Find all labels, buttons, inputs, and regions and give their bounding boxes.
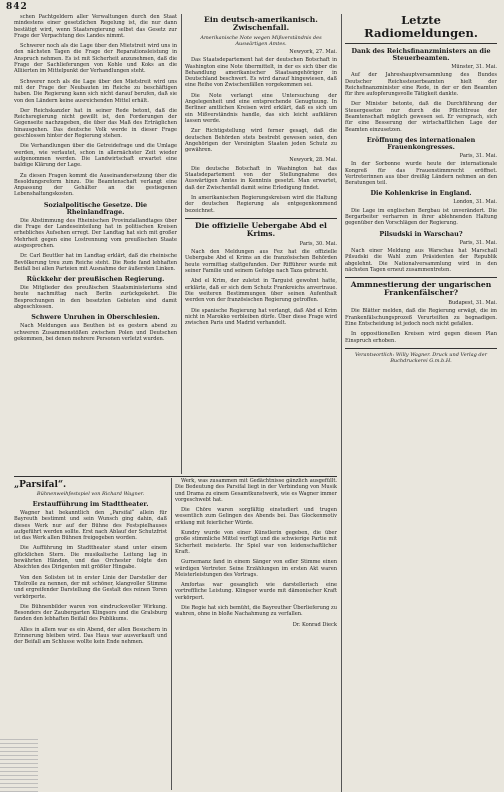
- divider: [185, 218, 337, 219]
- paragraph: In der Sorbonne wurde heute der internationale Kongreß für das Frauenstimmrecht eröffnet. Vertreterinnen aus über dreißig Ländern nehmen an den Beratungen teil.: [345, 161, 497, 187]
- author-signature: Dr. Konrad Dieck: [292, 621, 337, 628]
- paragraph: Die Chöre waren sorgfältig einstudiert und trugen wesentlich zum Gelingen des Abends bei. Das Glockenmotiv erklang mit feierlicher Würde.: [175, 507, 337, 526]
- paragraph: Der Minister betonte, daß die Durchführung der Steuergesetze nur durch die Pflichttreue der Beamtenschaft möglich gewesen sei. Er versprach, sich für eine Besserung der wirtschaftlichen Lage der Beamten einzusetzen.: [345, 101, 497, 133]
- article-title: Ammnestierung der ungarischen Frankenfälscher?: [350, 280, 492, 298]
- article-title: Ein deutsch-amerikanisch. Zwischenfall.: [204, 15, 318, 32]
- divider: [345, 277, 497, 278]
- paragraph: schen Pachtgeldern aller Verwaltungen durch den Staat mindestens einer gesetzlichen Regelung ist, die nur dann bestätigt wird, wenn Staatsregierung selbst das Gesetz zur Frage der Verpachtung des Landes nimmt.: [14, 14, 177, 39]
- scan-texture: [0, 736, 38, 792]
- paragraph: Die Verhandlungen über die Getreidefrage und die Umlage werden, wie verlautet, schon in allernächster Zeit wieder aufgenommen werden. Die Landwirtschaft erwartet eine baldige Klärung der Lage.: [14, 143, 177, 169]
- paragraph: Auf der Jahreshauptversammlung des Bundes Deutscher Reichssteuerbeamten hielt der Reichsfinanzminister eine Rede, in der er den Beamten für ihre aufopferungsvolle Tätigkeit dankte.: [345, 72, 497, 98]
- feuilleton-title: „Parsifal“.: [14, 480, 67, 490]
- paragraph: Schwerer noch als die Lage über den Mietstreit wird uns in den nächsten Tagen die Frage der Reparationsleistung in Anspruch nehmen. Es ist mit Sicherheit anzunehmen, daß die Frage der Sachlieferungen von Kohle und Koks an die Alliierten im Mittelpunkt der Verhandlungen steht.: [14, 43, 177, 75]
- dateline: Münster, 31. Mai.: [451, 64, 497, 70]
- paragraph: Die deutsche Botschaft in Washington hat das Staatsdepartement von der Stellungnahme des Auswärtigen Amtes in Kenntnis gesetzt. Man erwartet, daß der Zwischenfall damit seine Erledigung findet.: [185, 165, 337, 191]
- paragraph: Abd el Krim, der zuletzt in Targuist gewohnt hatte, erklärte, daß er sich dem Schutz Frankreichs anvertraue. Die weiteren Bestimmungen über seinen Aufenthalt werden von der französischen Regierung getroffen.: [185, 278, 337, 304]
- divider: [345, 348, 497, 349]
- dateline: Newyork, 27. Mai.: [289, 49, 337, 55]
- paragraph: Amfortas war gesanglich wie darstellerisch eine vortreffliche Leistung. Klingsor wurde mit dämonischer Kraft verkörpert.: [175, 582, 337, 601]
- feuilleton-subtitle: Bühnenweihfestspiel von Richard Wagner.: [36, 491, 145, 497]
- paragraph: Zu diesen Fragen kommt die Auseinandersetzung über die Besoldungsreform hinzu. Die Beamtenschaft verlangt eine Anpassung der Gehälter an die gestiegenen Lebenshaltungskosten.: [14, 172, 177, 198]
- article-subtitle: Amerikanische Note wegen Mißverständnis des Auswärtigen Amtes.: [200, 35, 322, 47]
- article-heading: Dank des Reichsfinanzministers an die Steuerbeamten.: [351, 47, 491, 62]
- paragraph: Zur Richtigstellung wird ferner gesagt, daß die deutschen Behörden stets bestrebt gewesen seien, den Angehörigen der Vereinigten Staaten jeden Schutz zu gewähren.: [185, 128, 337, 154]
- column-divider: [341, 14, 342, 792]
- paragraph: Dr. Carl Beuttler hat im Landtag erklärt, daß die rheinische Bevölkerung treu zum Reiche steht. Die Rede fand lebhaften Beifall bei allen Parteien mit Ausnahme der äußersten Linken.: [14, 253, 177, 272]
- paragraph: Die Note verlangt eine Untersuchung der Angelegenheit und eine entsprechende Genugtuung. In Berliner amtlichen Kreisen wird erklärt, daß es sich um ein Mißverständnis handle, das sich leicht aufklären lassen werde.: [185, 92, 337, 124]
- imprint: Verantwortlich: Willy Wagner. Druck und Verlag der Buchdruckerei G.m.b.H.: [355, 351, 487, 364]
- paragraph: Von den Solisten ist in erster Linie der Darsteller der Titelrolle zu nennen, der mit schöner, klangvoller Stimme und ergreifender Darstellung die Gestalt des reinen Toren verkörperte.: [14, 574, 167, 600]
- paragraph: Die Aufführung im Stadttheater stand unter einem glücklichen Stern. Die musikalische Leitung lag in bewährten Händen, und das Orchester folgte den Absichten des Dirigenten mit größter Hingabe.: [14, 545, 167, 571]
- paragraph: Nach den Meldungen aus Fez hat die offizielle Uebergabe Abd el Krims an die französischen Behörden heute vormittag stattgefunden. Der Rifführer wurde mit seiner Familie und seinem Gefolge nach Taza gebracht.: [185, 249, 337, 275]
- paragraph: Die Regie hat sich bemüht, die Bayreuther Überlieferung zu wahren, ohne in bloße Nachahmung zu verfallen.: [175, 605, 337, 618]
- divider: [345, 43, 497, 44]
- paragraph: Die spanische Regierung hat verlangt, daß Abd el Krim nicht in Marokko verbleiben dürfe. Über diese Frage wird zwischen Paris und Madrid verhandelt.: [185, 307, 337, 327]
- paragraph: Das Staatsdepartement hat der deutschen Botschaft in Washington eine Note übermittelt, in der es sich über die Behandlung amerikanischer Staatsangehöriger in Deutschland beschwert. Es wird darauf hingewiesen, daß eine Reihe von Zwischenfällen vorgekommen sei.: [185, 57, 337, 89]
- paragraph: Die Abstimmung des Rheinischen Provinziallandtages über die Frage der Landeseinteilung hat in politischen Kreisen erhebliches Aufsehen erregt. Der Landtag hat sich mit großer Mehrheit gegen eine Lostrennung vom preußischen Staate ausgesprochen.: [14, 217, 177, 249]
- article-heading: Pilsudski in Warschau?: [379, 229, 463, 238]
- column-divider: [181, 14, 182, 474]
- section-title: Letzte Radiomeldungen.: [364, 14, 478, 40]
- paragraph: Kundry wurde von einer Künstlerin gegeben, die über große stimmliche Mittel verfügt und die schwierige Partie mit Sicherheit meisterte. Ihr Spiel war von leidenschaftlicher Kraft.: [175, 530, 337, 555]
- paragraph: Gurnemanz fand in einem Sänger von edler Stimme einen würdigen Vertreter. Seine Erzählungen im ersten Akt waren Meisterleistungen des Vortrags.: [175, 559, 337, 578]
- paragraph: In oppositionellen Kreisen wird gegen diesen Plan Einspruch erhoben.: [345, 331, 497, 344]
- paragraph: Werk, was zusammen mit Gedächtnisse gänzlich ausgefüllt. Die Bedeutung des Parsifal liegt in der Verbindung von Musik und Drama zu einem Gesamtkunstwerk, wie es Wagner immer vorgeschwebt hat.: [175, 478, 337, 503]
- article-heading: Rückkehr der preußischen Regierung.: [26, 275, 165, 284]
- paragraph: Wagner hat bekanntlich den „Parsifal“ allein für Bayreuth bestimmt und sein Wunsch ging dahin, daß dieses Werk nur auf der Bühne des Festspielhauses aufgeführt werden sollte. Erst nach Ablauf der Schutzfrist ist das Werk allen Bühnen freigegeben worden.: [14, 510, 167, 542]
- article-heading: Schwere Unruhen in Oberschlesien.: [31, 313, 160, 322]
- dateline: Paris, 30. Mai.: [299, 240, 337, 247]
- dateline: London, 31. Mai.: [453, 199, 497, 206]
- paragraph: Der Reichskanzler hat in seiner Rede betont, daß die Reichsregierung nicht gewillt ist, den Forderungen der Gegenseite nachzugeben, die über das Maß des Erträglichen hinausgehen. Das deutsche Volk werde in dieser Frage geschlossen hinter der Regierung stehen.: [14, 107, 177, 140]
- paragraph: Nach einer Meldung aus Warschau hat Marschall Pilsudski die Wahl zum Präsidenten der Republik abgelehnt. Die Nationalversammlung wird in den nächsten Tagen erneut zusammentreten.: [345, 247, 497, 273]
- article-heading: Erstaufführung im Stadttheater.: [32, 500, 149, 508]
- feuilleton-divider: [14, 476, 337, 477]
- feuilleton-column-2: [175, 478, 337, 790]
- paragraph: Die Mitglieder des preußischen Staatsministeriums sind heute nachmittag nach Berlin zurückgekehrt. Die Besprechungen in den besetzten Gebieten sind damit abgeschlossen.: [14, 285, 177, 310]
- paragraph: Nach Meldungen aus Beuthen ist es gestern abend zu schweren Zusammenstößen zwischen Polen und Deutschen gekommen, bei denen mehrere Personen verletzt wurden.: [14, 323, 177, 342]
- article-heading: Sozialpolitische Gesetze. Die Rheinlandfrage.: [43, 200, 148, 216]
- article-heading: Eröffnung des internationalen Frauenkongresses.: [366, 135, 476, 151]
- article-heading: Die Kohlenkrise in England.: [370, 189, 472, 198]
- dateline: Paris, 31. Mai.: [459, 239, 497, 246]
- paragraph: Schwerer noch als die Lage über den Mietstreit wird uns mit der Frage der Neubauten im Reiche zu beschäftigen haben. Die Regierung kann sich nicht darauf berufen, daß sie von den Ländern keine ausreichenden Mittel erhält.: [14, 78, 177, 104]
- column-3: [345, 14, 497, 790]
- column-1: [14, 14, 177, 474]
- column-divider: [171, 478, 172, 790]
- dateline: Newyork, 28. Mai.: [289, 157, 337, 164]
- paragraph: Die Blätter melden, daß die Regierung erwägt, die im Frankenfälschungsprozeß Verurteilten zu begnadigen. Eine Entscheidung ist jedoch noch nicht gefallen.: [345, 308, 497, 328]
- page-number: 842: [6, 2, 28, 12]
- dateline: Budapest, 31. Mai.: [448, 300, 497, 307]
- article-title: Die offizielle Uebergabe Abd el Krims.: [195, 220, 327, 238]
- dateline: Paris, 31. Mai.: [459, 152, 497, 159]
- paragraph: In amerikanischen Regierungskreisen wird die Haltung der deutschen Regierung als entgegenkommend bezeichnet.: [185, 194, 337, 214]
- column-2: [185, 14, 337, 474]
- paragraph: Die Lage im englischen Bergbau ist unverändert. Die Bergarbeiter verharren in ihrer ablehnenden Haltung gegenüber den Vorschlägen der Regierung.: [345, 207, 497, 227]
- paragraph: Die Bühnenbilder waren von eindrucksvoller Wirkung. Besonders der Zaubergarten Klingsors und die Gralsburg fanden den lebhaften Beifall des Publikums.: [14, 603, 167, 623]
- paragraph: Alles in allem war es ein Abend, der allen Besuchern in Erinnerung bleiben wird. Das Haus war ausverkauft und der Beifall am Schlusse wollte kein Ende nehmen.: [14, 626, 167, 646]
